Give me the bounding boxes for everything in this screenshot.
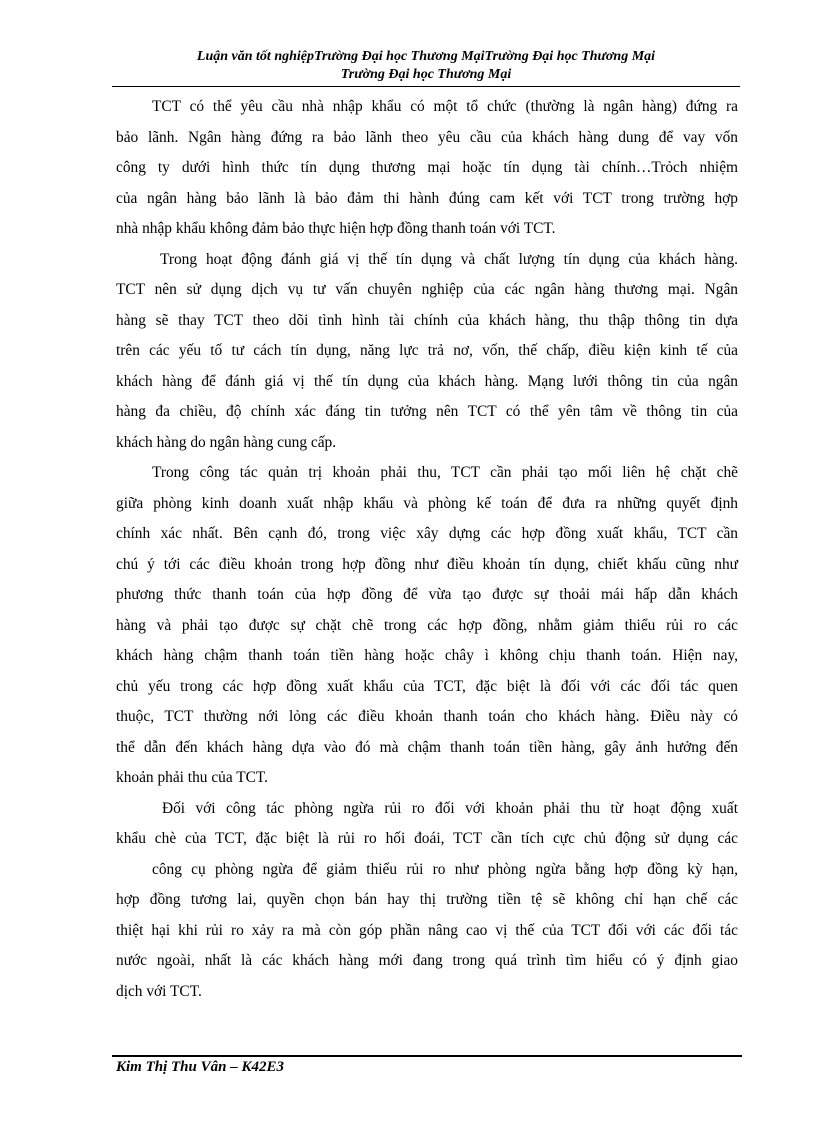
text-line: hàng đa chiều, độ chính xác đáng tin tưởng nên TCT có thể yên tâm về thông tin của <box>116 403 738 420</box>
text-line: chú ý tới các điều khoản trong hợp đồng như điều khoản tín dụng, chiết khấu cũng như <box>116 555 738 573</box>
page-footer: Kim Thị Thu Vân – K42E3 <box>116 1059 284 1075</box>
text-line: khách hàng do ngân hàng cung cấp. <box>116 433 337 451</box>
text-line: hợp đồng tương lai, quyền chọn bán hay thị trường tiền tệ sẽ không chỉ hạn chế các <box>116 891 738 908</box>
text-line: khách hàng chậm thanh toán tiền hàng hoặc chây ì không chịu thanh toán. Hiện nay, <box>116 647 738 664</box>
text-line: bảo lãnh. Ngân hàng đứng ra bảo lãnh theo yêu cầu của khách hàng dung để vay vốn <box>116 128 738 146</box>
footer-divider <box>112 1055 742 1057</box>
text-line: phương thức thanh toán của hợp đồng để vừa tạo được sự thoải mái hấp dẫn khách <box>116 586 738 603</box>
paragraph-1 <box>116 92 738 245</box>
text-line: nước ngoài, nhất là các khách hàng mới đang trong quá trình tìm hiểu có ý định giao <box>116 952 738 969</box>
text-line: thuộc, TCT thường nới lỏng các điều khoản thanh toán cho khách hàng. Điều này có <box>116 708 738 725</box>
text-line: khẩu chè của TCT, đặc biệt là rủi ro hối đoái, TCT cần tích cực chủ động sử dụng các <box>116 830 738 847</box>
text-line: Trong công tác quản trị khoản phải thu, TCT cần phải tạo mối liên hệ chặt chẽ <box>152 464 738 481</box>
text-line: TCT có thể yêu cầu nhà nhập khẩu có một tổ chức (thường là ngân hàng) đứng ra <box>152 98 738 115</box>
text-line: chính xác nhất. Bên cạnh đó, trong việc xây dựng các hợp đồng xuất khẩu, TCT cần <box>116 525 738 542</box>
text-line: TCT nên sử dụng dịch vụ tư vấn chuyên nghiệp của các ngân hàng thương mại. Ngân <box>116 281 738 298</box>
text-line: thiệt hại khi rủi ro xảy ra mà còn góp phần nâng cao vị thế của TCT đối với các đối tác <box>116 921 738 939</box>
header-line-1: Luận văn tốt nghiệpTrường Đại học Thương MạiTrường Đại học Thương Mại <box>196 49 656 64</box>
body-text <box>116 92 738 1007</box>
text-line: chủ yếu trong các hợp đồng xuất khẩu của TCT, đặc biệt là đối với các đối tác quen <box>116 677 738 695</box>
header-line-2: Trường Đại học Thương Mại <box>340 67 512 82</box>
text-line: dịch với TCT. <box>116 982 202 1000</box>
text-line: Đối với công tác phòng ngừa rủi ro đối với khoản phải thu từ hoạt động xuất <box>162 799 738 817</box>
paragraph-3 <box>116 458 738 794</box>
page-header <box>112 48 740 87</box>
paragraph-5 <box>116 855 738 1008</box>
text-line: nhà nhập khẩu không đảm bảo thực hiện hợp đồng thanh toán với TCT. <box>116 220 556 237</box>
text-line: của ngân hàng bảo lãnh là bảo đảm thi hành đúng cam kết với TCT trong trường hợp <box>116 189 738 207</box>
paragraph-2 <box>116 245 738 459</box>
paragraph-4 <box>116 794 738 855</box>
text-line: trên các yếu tố tư cách tín dụng, năng lực trả nơ, vốn, thế chấp, điều kiện kinh tế của <box>116 342 738 359</box>
text-line: khoản phải thu của TCT. <box>116 769 269 786</box>
text-line: giữa phòng kinh doanh xuất nhập khẩu và phòng kế toán để đưa ra những quyết định <box>116 494 738 512</box>
text-line: công cụ phòng ngừa để giảm thiểu rủi ro như phòng ngừa bằng hợp đồng kỳ hạn, <box>152 860 738 878</box>
text-line: khách hàng để đánh giá vị thế tín dụng của khách hàng. Mạng lưới thông tin của ngân <box>116 372 738 390</box>
text-line: hàng sẽ thay TCT theo dõi tình hình tài chính của khách hàng, thu thập thông tin dựa <box>116 311 738 329</box>
text-line: Trong hoạt động đánh giá vị thế tín dụng và chất lượng tín dụng của khách hàng. <box>160 250 738 268</box>
text-line: hàng và phải tạo được sự chặt chẽ trong các hợp đồng, nhằm giảm thiểu rủi ro các <box>116 616 738 634</box>
text-line: công ty dưới hình thức tín dụng thương mại hoặc tín dụng tài chính…Trỏch nhiệm <box>116 159 738 176</box>
text-line: thể dẫn đến khách hàng dựa vào đó mà chậm thanh toán tiền hàng, gây ảnh hưởng đến <box>116 738 738 756</box>
